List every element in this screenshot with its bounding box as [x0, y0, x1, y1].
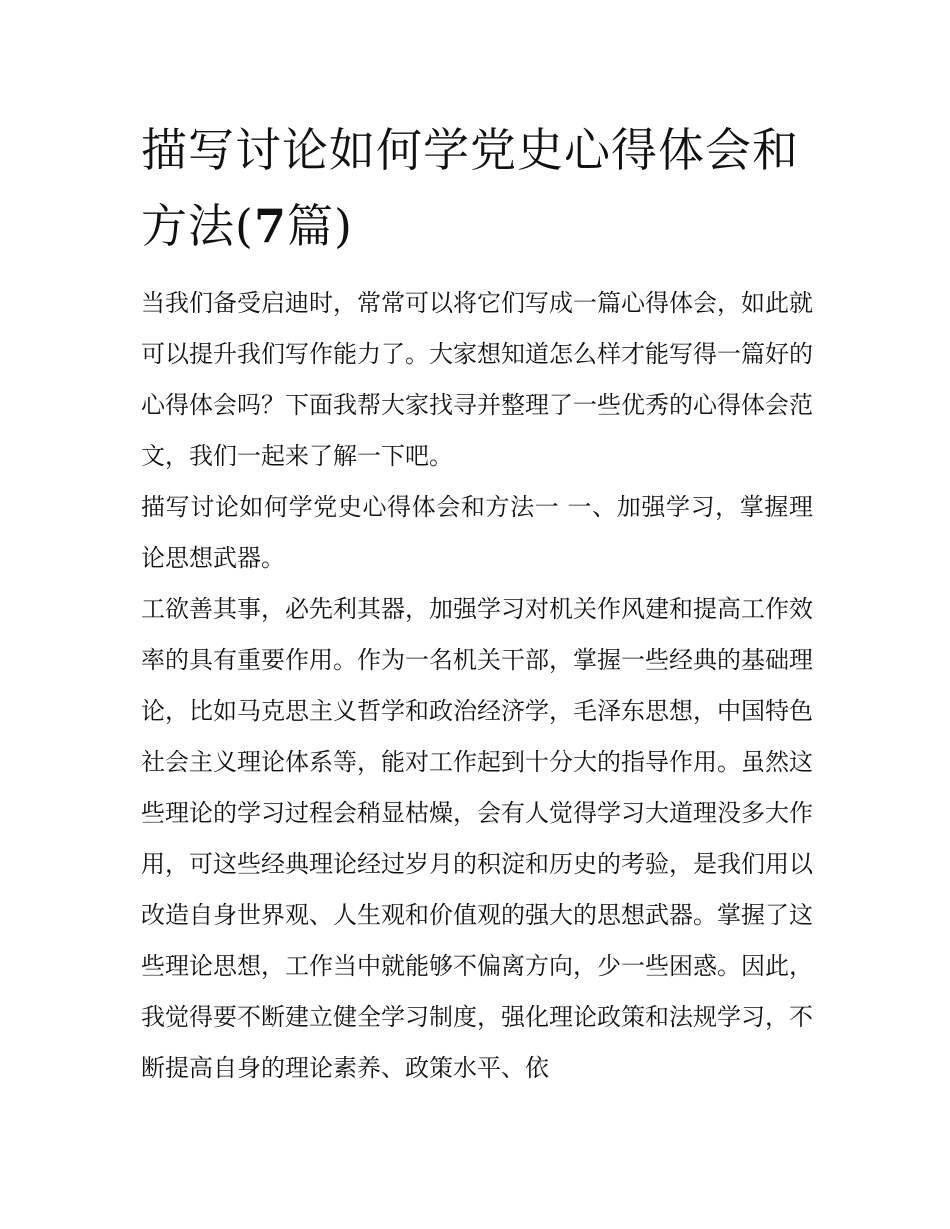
document-title	[141, 112, 813, 264]
title-prefix: 描写讨论如何学党史心得体会和方法(	[141, 123, 799, 253]
section-heading-paragraph: 描写讨论如何学党史心得体会和方法一 一、加强学习，掌握理论思想武器。	[141, 493, 813, 572]
body-paragraph: 工欲善其事，必先利其器，加强学习对机关作风建和提高工作效率的具有重要作用。作为一名机关干部，掌握一些经典的基础理论，比如马克思主义哲学和政治经济学，毛泽东思想，中国特色社会主义理论体系等，能对工作起到十分大的指导作用。虽然这些理论的学习过程会稍显枯燥，会有人觉得学习大道理没多大作用，可这些经典理论经过岁月的积淀和历史的考验，是我们用以改造自身世界观、人生观和价值观的强大的思想武器。掌握了这些理论思想，工作当中就能够不偏离方向，少一些困惑。因此，我觉得要不断建立健全学习制度，强化理论政策和法规学习，不断提高自身的理论素养、政策水平、依	[141, 595, 813, 1082]
title-suffix: 篇)	[286, 199, 353, 253]
intro-paragraph: 当我们备受启迪时，常常可以将它们写成一篇心得体会，如此就可以提升我们写作能力了。大家想知道怎么样才能写得一篇好的心得体会吗？下面我帮大家找寻并整理了一些优秀的心得体会范文，我们一起来了解一下吧。	[141, 289, 813, 470]
document-content	[141, 112, 813, 1094]
title-number: 7	[253, 199, 287, 253]
